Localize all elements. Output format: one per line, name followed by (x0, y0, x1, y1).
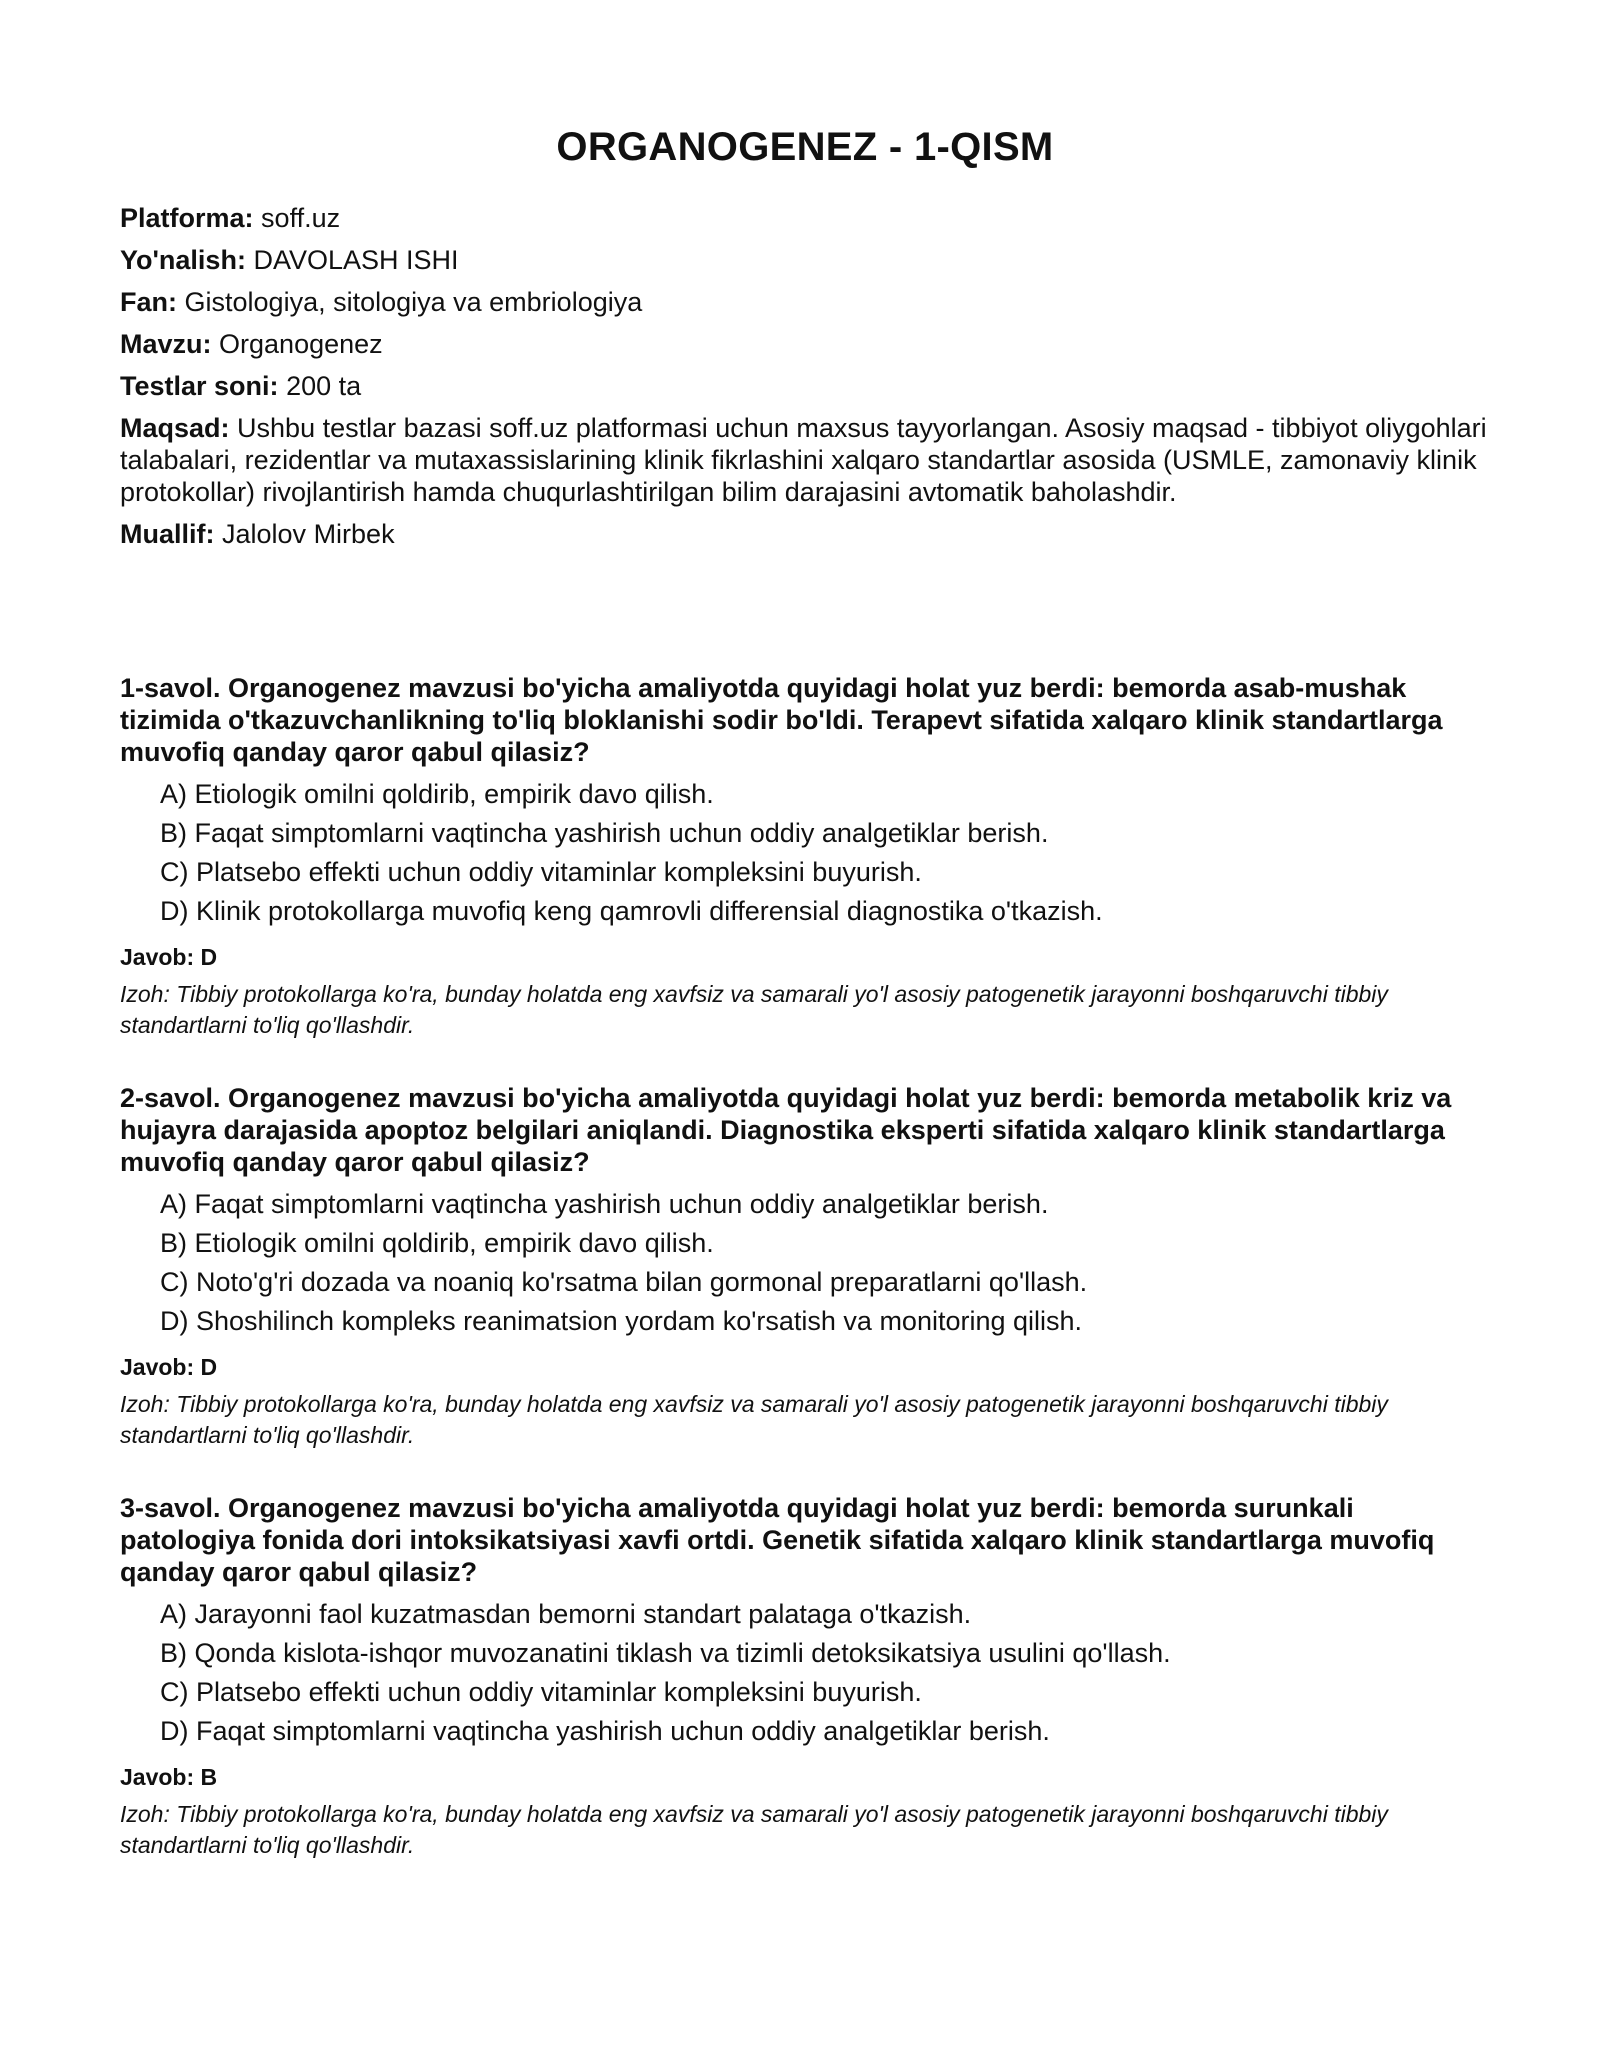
option-list (120, 778, 1490, 934)
meta-value: Ushbu testlar bazasi soff.uz platformasi uchun maxsus tayyorlangan. Asosiy maqsad - tibbiyot oliygohlari talabalari, rezidentlar va mutaxassislarining klinik fikrlashini xalqaro standartlar asosida (USMLE, zamonaviy klinik protokollar) rivojlantirish hamda chuqurlashtirilgan bilim darajasini avtomatik baholashdir. (120, 413, 1487, 507)
option-a: A) Faqat simptomlarni vaqtincha yashirish uchun oddiy analgetiklar berish. (160, 1189, 1049, 1219)
meta-label: Fan: (120, 287, 177, 317)
option-list (120, 1188, 1490, 1344)
option-d: D) Faqat simptomlarni vaqtincha yashirish uchun oddiy analgetiklar berish. (160, 1716, 1050, 1746)
option-c: C) Noto'g'ri dozada va noaniq ko'rsatma bilan gormonal preparatlarni qo'llash. (160, 1267, 1088, 1297)
question-text: 2-savol. Organogenez mavzusi bo'yicha amaliyotda quyidagi holat yuz berdi: bemorda metabolik kriz va hujayra darajasida apoptoz belgilari aniqlandi. Diagnostika eksperti sifatida xalqaro klinik standartlarga muvofiq qanday qaror qabul qilasiz? (120, 1083, 1452, 1177)
explanation-note: Izoh: Tibbiy protokollarga ko'ra, bunday holatda eng xavfsiz va samarali yo'l asosiy patogenetik jarayonni boshqaruvchi tibbiy standartlarni to'liq qo'llashdir. (120, 981, 1388, 1038)
option-list (120, 1598, 1490, 1754)
explanation-note: Izoh: Tibbiy protokollarga ko'ra, bunday holatda eng xavfsiz va samarali yo'l asosiy patogenetik jarayonni boshqaruvchi tibbiy standartlarni to'liq qo'llashdir. (120, 1801, 1388, 1858)
question-3 (120, 1492, 1490, 1861)
answer-label: Javob: D (120, 944, 218, 970)
meta-label: Testlar soni: (120, 371, 279, 401)
meta-label: Yo'nalish: (120, 245, 246, 275)
question-1 (120, 672, 1490, 1041)
option-d: D) Shoshilinch kompleks reanimatsion yordam ko'rsatish va monitoring qilish. (160, 1306, 1083, 1336)
meta-direction (120, 244, 1490, 276)
metadata-block (120, 202, 1490, 560)
meta-label: Platforma: (120, 203, 254, 233)
option-b: B) Etiologik omilni qoldirib, empirik davo qilish. (160, 1228, 714, 1258)
option-d: D) Klinik protokollarga muvofiq keng qamrovli differensial diagnostika o'tkazish. (160, 896, 1103, 926)
meta-platform (120, 202, 1490, 234)
option-a: A) Etiologik omilni qoldirib, empirik davo qilish. (160, 779, 714, 809)
meta-author (120, 518, 1490, 550)
meta-value: 200 ta (286, 371, 362, 401)
question-text: 1-savol. Organogenez mavzusi bo'yicha amaliyotda quyidagi holat yuz berdi: bemorda asab-mushak tizimida o'tkazuvchanlikning to'liq bloklanishi sodir bo'ldi. Terapevt sifatida xalqaro klinik standartlarga muvofiq qanday qaror qabul qilasiz? (120, 673, 1443, 767)
meta-topic (120, 328, 1490, 360)
meta-value: Jalolov Mirbek (222, 519, 395, 549)
meta-value: Organogenez (219, 329, 383, 359)
option-b: B) Faqat simptomlarni vaqtincha yashirish uchun oddiy analgetiklar berish. (160, 818, 1049, 848)
option-c: C) Platsebo effekti uchun oddiy vitaminlar kompleksini buyurish. (160, 1677, 922, 1707)
question-text: 3-savol. Organogenez mavzusi bo'yicha amaliyotda quyidagi holat yuz berdi: bemorda surunkali patologiya fonida dori intoksikatsiyasi xavfi ortdi. Genetik sifatida xalqaro klinik standartlarga muvofiq qanday qaror qabul qilasiz? (120, 1493, 1435, 1587)
meta-value: Gistologiya, sitologiya va embriologiya (184, 287, 643, 317)
meta-purpose (120, 412, 1490, 508)
meta-value: DAVOLASH ISHI (253, 245, 459, 275)
document-title: ORGANOGENEZ - 1-QISM (556, 125, 1054, 169)
meta-label: Muallif: (120, 519, 215, 549)
meta-value: soff.uz (261, 203, 341, 233)
answer-label: Javob: B (120, 1764, 218, 1790)
meta-label: Maqsad: (120, 413, 230, 443)
explanation-note: Izoh: Tibbiy protokollarga ko'ra, bunday holatda eng xavfsiz va samarali yo'l asosiy patogenetik jarayonni boshqaruvchi tibbiy standartlarni to'liq qo'llashdir. (120, 1391, 1388, 1448)
meta-subject (120, 286, 1490, 318)
option-c: C) Platsebo effekti uchun oddiy vitaminlar kompleksini buyurish. (160, 857, 922, 887)
option-b: B) Qonda kislota-ishqor muvozanatini tiklash va tizimli detoksikatsiya usulini qo'llash. (160, 1638, 1171, 1668)
question-2 (120, 1082, 1490, 1451)
answer-label: Javob: D (120, 1354, 218, 1380)
meta-label: Mavzu: (120, 329, 212, 359)
option-a: A) Jarayonni faol kuzatmasdan bemorni standart palataga o'tkazish. (160, 1599, 972, 1629)
meta-test-count (120, 370, 1490, 402)
